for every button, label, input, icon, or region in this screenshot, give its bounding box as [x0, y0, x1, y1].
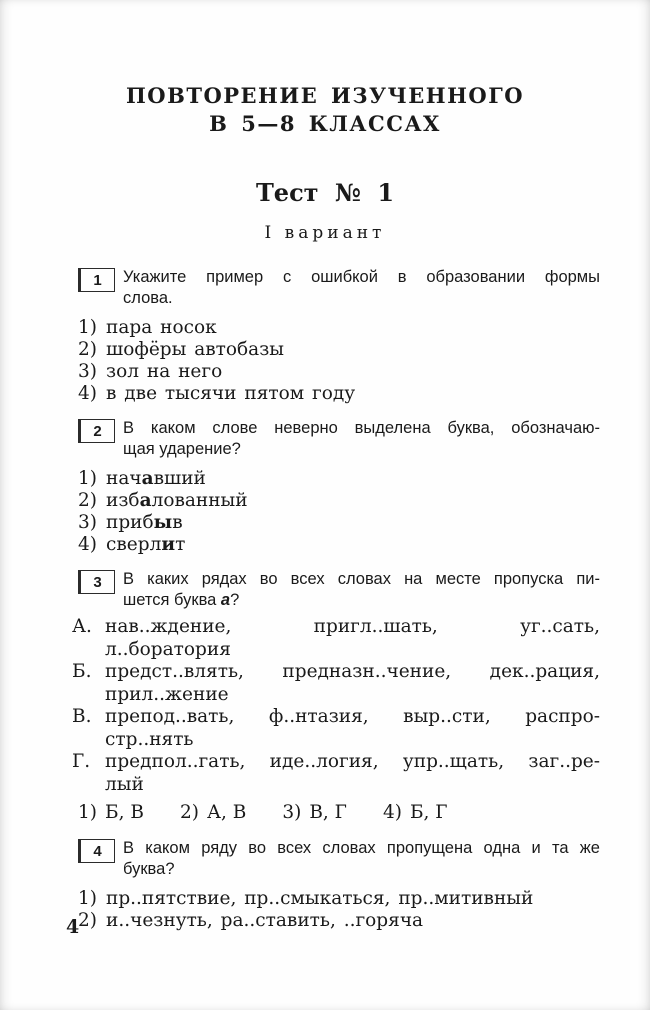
- question-3-stem-line2: шется буква а?: [123, 590, 240, 609]
- option: [78, 468, 600, 490]
- question-1-number-box: [78, 268, 115, 292]
- question-3-stem-line1: В каких рядах во всех словах на месте пропуска пи-: [123, 570, 600, 588]
- option-text: зол на него: [106, 361, 223, 382]
- option-label: 3): [78, 512, 97, 533]
- question-1-stem-line1: Укажите пример с ошибкой в образовании формы: [123, 268, 600, 286]
- option: [78, 888, 600, 910]
- row-label: Б.: [72, 661, 92, 682]
- option-text: прибыв: [106, 512, 183, 533]
- option: [78, 490, 600, 512]
- option-text: в две тысячи пятом году: [106, 383, 356, 404]
- page-content: [0, 267, 650, 932]
- question-4-head: [78, 838, 600, 879]
- page-number: 4: [66, 916, 80, 938]
- letter-row: [72, 616, 600, 661]
- question-2-stem-line2: щая ударение?: [123, 439, 241, 458]
- option-text: пара носок: [106, 317, 217, 338]
- question-4: [78, 838, 600, 932]
- question-2-stem-line1: В каком слове неверно выделена буква, обозначаю-: [123, 419, 600, 437]
- chapter-title-line1: ПОВТОРЕНИЕ ИЗУЧЕННОГО: [125, 83, 525, 108]
- row-label: Г.: [72, 751, 91, 772]
- test-title: Тест № 1: [255, 178, 395, 207]
- question-4-stem-line2: буква?: [123, 859, 175, 878]
- question-1-head: [78, 267, 600, 308]
- question-4-stem: [123, 838, 600, 879]
- row-label: В.: [72, 706, 92, 727]
- stressed-letter: а: [139, 490, 152, 511]
- option-text: сверлит: [106, 534, 186, 555]
- option-text: пр..пятствие, пр..смыкаться, пр..митивный: [106, 888, 534, 909]
- option: [78, 361, 600, 383]
- chapter-title: [0, 0, 650, 138]
- question-2: [78, 418, 600, 556]
- answer-choice: 4) Б, Г: [382, 802, 448, 823]
- question-2-stem: [123, 418, 600, 459]
- chapter-title-line2: В 5—8 КЛАССАХ: [209, 111, 441, 136]
- stressed-letter: и: [161, 534, 176, 555]
- row-text: препод..вать, ф..нтазия, выр..сти, распро- стр..нять: [105, 706, 600, 750]
- option-label: 1): [78, 468, 97, 489]
- option-label: 3): [78, 361, 97, 382]
- answer-choice: 2) А, В: [179, 802, 247, 823]
- question-1-options: [78, 317, 600, 405]
- row-text: нав..ждение, пригл..шать, уг..сать, л..боратория: [105, 616, 600, 660]
- letter-row: [72, 751, 600, 796]
- option: [78, 339, 600, 361]
- option: [78, 317, 600, 339]
- option-text: шофёры автобазы: [106, 339, 285, 360]
- row-label: А.: [72, 616, 92, 637]
- question-1-stem: [123, 267, 600, 308]
- stressed-letter: ы: [153, 512, 173, 533]
- question-4-number-box: [78, 839, 115, 863]
- question-1-number: 1: [93, 271, 102, 289]
- option-label: 1): [78, 317, 97, 338]
- question-3-stem: [123, 569, 600, 610]
- letter-row: [72, 661, 600, 706]
- question-3: [72, 569, 600, 825]
- question-3-rows: [72, 616, 600, 796]
- option-label: 4): [78, 383, 97, 404]
- target-letter: а: [220, 590, 231, 609]
- question-2-number: 2: [93, 422, 102, 440]
- question-2-number-box: [78, 419, 115, 443]
- option-label: 4): [78, 534, 97, 555]
- option: [78, 383, 600, 405]
- option-label: 2): [78, 339, 97, 360]
- option-label: 1): [78, 888, 97, 909]
- question-2-head: [78, 418, 600, 459]
- question-1: [78, 267, 600, 405]
- question-2-options: [78, 468, 600, 556]
- question-3-number-box: [78, 570, 115, 594]
- question-3-head: [78, 569, 600, 610]
- letter-row: [72, 706, 600, 751]
- question-1-stem-line2: слова.: [123, 288, 173, 307]
- answer-choice: 3) В, Г: [282, 802, 347, 823]
- option-text: избалованный: [106, 490, 248, 511]
- option-label: 2): [78, 910, 97, 931]
- question-4-stem-line1: В каком ряду во всех словах пропущена одна и та же: [123, 839, 600, 857]
- question-4-options: [78, 888, 600, 932]
- question-3-answers: [78, 801, 600, 825]
- option-text: начавший: [106, 468, 206, 489]
- option: [78, 910, 600, 932]
- stressed-letter: а: [141, 468, 154, 489]
- option: [78, 512, 600, 534]
- option-text: и..чезнуть, ра..ставить, ..горяча: [106, 910, 424, 931]
- answer-choice: 1) Б, В: [78, 802, 144, 823]
- question-3-number: 3: [93, 573, 102, 591]
- variant-label: I вариант: [264, 223, 386, 243]
- option-label: 2): [78, 490, 97, 511]
- row-text: предпол..гать, иде..логия, упр..щать, заг..ре- лый: [105, 751, 600, 795]
- question-4-number: 4: [93, 842, 102, 860]
- row-text: предст..влять, предназн..чение, дек..рация, прил..жение: [105, 661, 600, 705]
- option: [78, 534, 600, 556]
